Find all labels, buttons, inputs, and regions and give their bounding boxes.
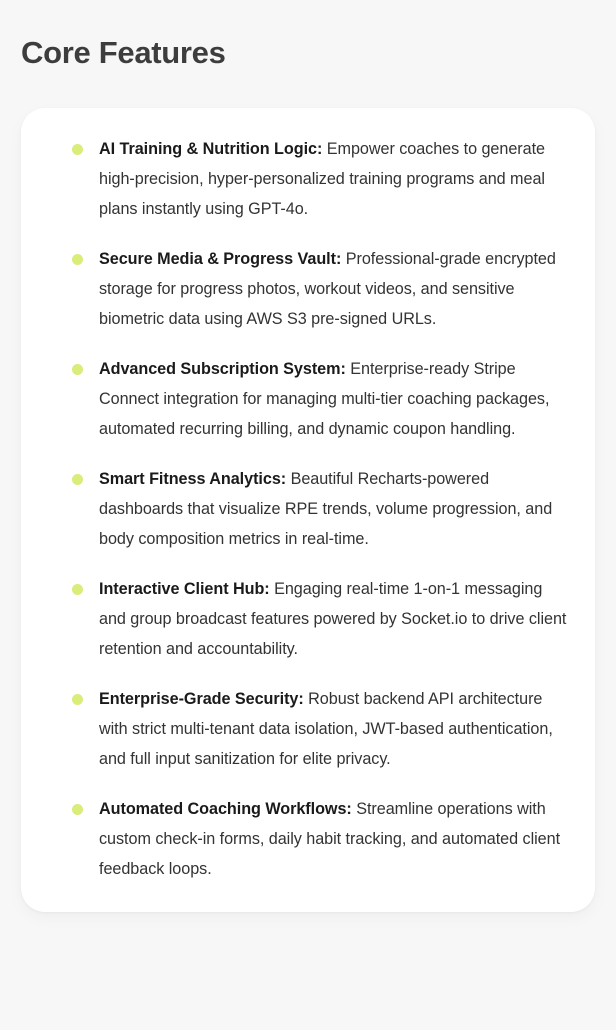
list-item [43, 134, 573, 224]
list-item [43, 244, 573, 334]
core-features-card [21, 108, 595, 912]
feature-description: Beautiful Recharts-powered dashboards that visualize RPE trends, volume progression, and body composition metrics in real-time. [99, 470, 553, 548]
list-item [43, 574, 573, 664]
feature-term: Smart Fitness Analytics: [99, 470, 287, 488]
feature-term: Enterprise-Grade Security: [99, 690, 304, 708]
list-item [43, 684, 573, 774]
feature-description: Enterprise-ready Stripe Connect integration for managing multi-tier coaching packages, automated recurring billing, and dynamic coupon handling. [99, 360, 550, 438]
bullet-dot-icon [72, 144, 83, 155]
feature-term: Advanced Subscription System: [99, 360, 346, 378]
feature-text [99, 684, 573, 774]
bullet-dot-icon [72, 474, 83, 485]
feature-term: Interactive Client Hub: [99, 580, 270, 598]
feature-text [99, 244, 573, 334]
feature-text [99, 134, 573, 224]
feature-text [99, 794, 573, 884]
feature-description: Engaging real-time 1-on-1 messaging and group broadcast features powered by Socket.io to drive client retention and accountability. [99, 580, 567, 658]
list-item [43, 354, 573, 444]
bullet-dot-icon [72, 694, 83, 705]
feature-term: Automated Coaching Workflows: [99, 800, 352, 818]
feature-description: Robust backend API architecture with strict multi-tenant data isolation, JWT-based authentication, and full input sanitization for elite privacy. [99, 690, 553, 768]
list-item [43, 464, 573, 554]
feature-text [99, 464, 573, 554]
bullet-dot-icon [72, 364, 83, 375]
feature-list [43, 134, 573, 884]
list-item [43, 794, 573, 884]
feature-description: Streamline operations with custom check-in forms, daily habit tracking, and automated client feedback loops. [99, 800, 561, 878]
feature-text [99, 574, 573, 664]
feature-description: Professional-grade encrypted storage for progress photos, workout videos, and sensitive biometric data using AWS S3 pre-signed URLs. [99, 250, 556, 328]
feature-text [99, 354, 573, 444]
bullet-dot-icon [72, 804, 83, 815]
bullet-dot-icon [72, 254, 83, 265]
feature-description: Empower coaches to generate high-precision, hyper-personalized training programs and meal plans instantly using GPT-4o. [99, 140, 545, 218]
feature-term: Secure Media & Progress Vault: [99, 250, 342, 268]
page-title: Core Features [21, 35, 226, 70]
bullet-dot-icon [72, 584, 83, 595]
feature-term: AI Training & Nutrition Logic: [99, 140, 323, 158]
